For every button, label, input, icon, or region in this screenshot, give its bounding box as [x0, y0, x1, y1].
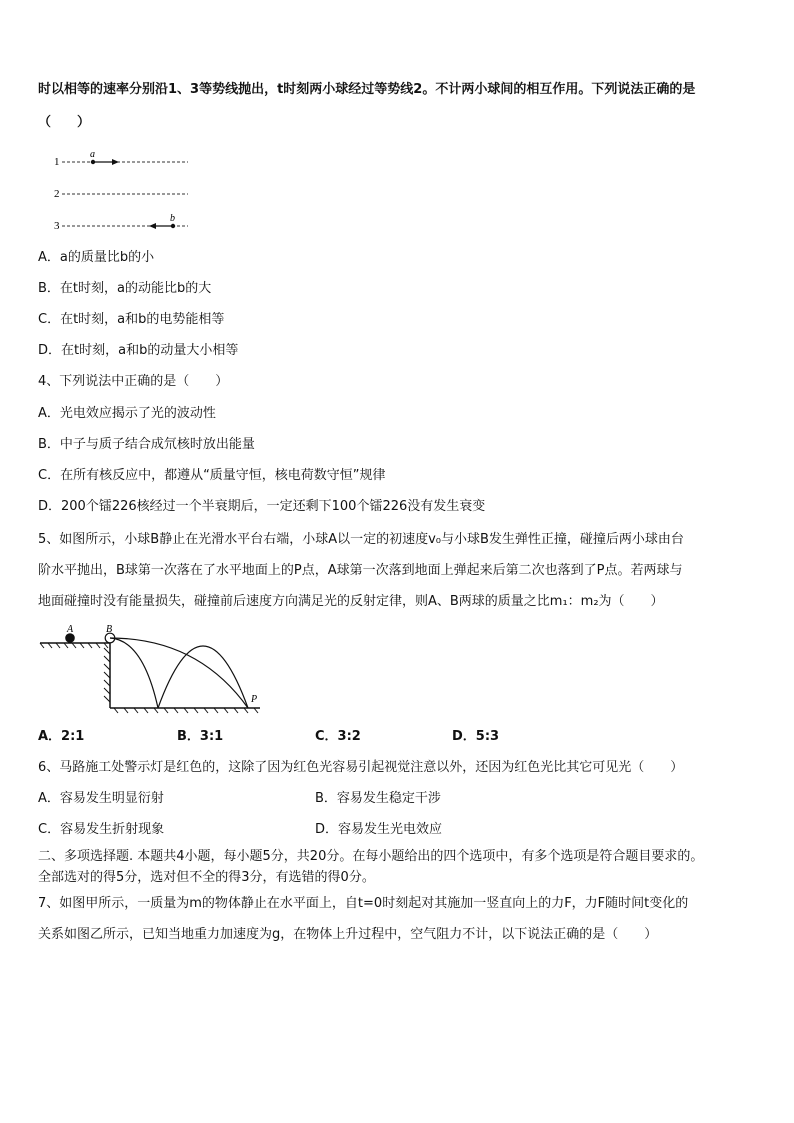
line-label-3: 3: [54, 220, 60, 232]
q6-option-c: C．容易发生折射现象: [38, 822, 165, 837]
q5-option-c: C．3:2: [315, 729, 361, 744]
trajectory-b: [110, 638, 248, 708]
q6-option-d: D．容易发生光电效应: [315, 822, 443, 837]
q5-option-a: A．2:1: [38, 729, 85, 744]
q4-option-b: B．中子与质子结合成氘核时放出能量: [38, 437, 255, 452]
ball-a-label: a: [90, 149, 95, 160]
label-b: B: [106, 624, 113, 635]
q5-stem-line1: 5、如图所示，小球B静止在光滑水平台右端，小球A以一定的初速度v₀与小球B发生弹性正撞，碰撞后两小球由台: [38, 532, 684, 547]
label-a: A: [67, 624, 74, 635]
q5-stem-line3: 地面碰撞时没有能量损失，碰撞前后速度方向满足光的反射定律，则A、B两球的质量之比m₁：m₂为（ ）: [38, 594, 664, 609]
q7-stem-line2: 关系如图乙所示，已知当地重力加速度为g，在物体上升过程中，空气阻力不计，以下说法正确的是（ ）: [38, 927, 658, 942]
q3-option-d: D．在t时刻，a和b的动量大小相等: [38, 343, 239, 358]
q3-equipotential-figure: [48, 148, 198, 238]
trajectory-a-bounce: [158, 646, 248, 708]
q5-stem-line2: 阶水平抛出，B球第一次落在了水平地面上的P点，A球第一次落到地面上弹起来后第二次也落到了P点。若两球与: [38, 563, 683, 578]
ball-b-label: b: [170, 213, 175, 224]
line-label-1: 1: [54, 156, 60, 168]
q3-option-c: C．在t时刻，a和b的电势能相等: [38, 312, 225, 327]
q4-stem: 4、下列说法中正确的是（ ）: [38, 374, 229, 389]
q4-option-a: A．光电效应揭示了光的波动性: [38, 406, 216, 421]
q7-stem-line1: 7、如图甲所示，一质量为m的物体静止在水平面上，自t=0时刻起对其施加一竖直向上的力F，力F随时间t变化的: [38, 896, 689, 911]
q3-stem-line2: （ ）: [38, 115, 91, 130]
q5-option-d: D．5:3: [452, 729, 500, 744]
q5-collision-figure: [38, 624, 268, 716]
q6-stem: 6、马路施工处警示灯是红色的，这除了因为红色光容易引起视觉注意以外，还因为红色光比其它可见光（ ）: [38, 760, 684, 775]
q3-stem-line1: 时以相等的速率分别沿1、3等势线抛出，t时刻两小球经过等势线2。不计两小球间的相互作用。下列说法正确的是: [38, 82, 696, 97]
q4-option-c: C．在所有核反应中，都遵从“质量守恒，核电荷数守恒”规律: [38, 468, 386, 483]
label-p: P: [251, 694, 258, 705]
section2-line1: 二、多项选择题. 本题共4小题，每小题5分，共20分。在每小题给出的四个选项中，有多个选项是符合题目要求的。: [38, 849, 704, 864]
line-label-2: 2: [54, 188, 60, 200]
ball-b: [171, 224, 175, 228]
section2-line2: 全部选对的得5分，选对但不全的得3分，有选错的得0分。: [38, 870, 375, 885]
q6-option-b: B．容易发生稳定干涉: [315, 791, 441, 806]
q4-option-d: D．200个镭226核经过一个半衰期后，一定还剩下100个镭226没有发生衰变: [38, 499, 486, 514]
q3-option-b: B．在t时刻，a的动能比b的大: [38, 281, 212, 296]
ball-a: [91, 160, 95, 164]
q6-option-a: A．容易发生明显衍射: [38, 791, 164, 806]
trajectory-a-first: [110, 638, 158, 708]
q3-option-a: A．a的质量比b的小: [38, 250, 155, 265]
q5-option-b: B．3:1: [177, 729, 224, 744]
